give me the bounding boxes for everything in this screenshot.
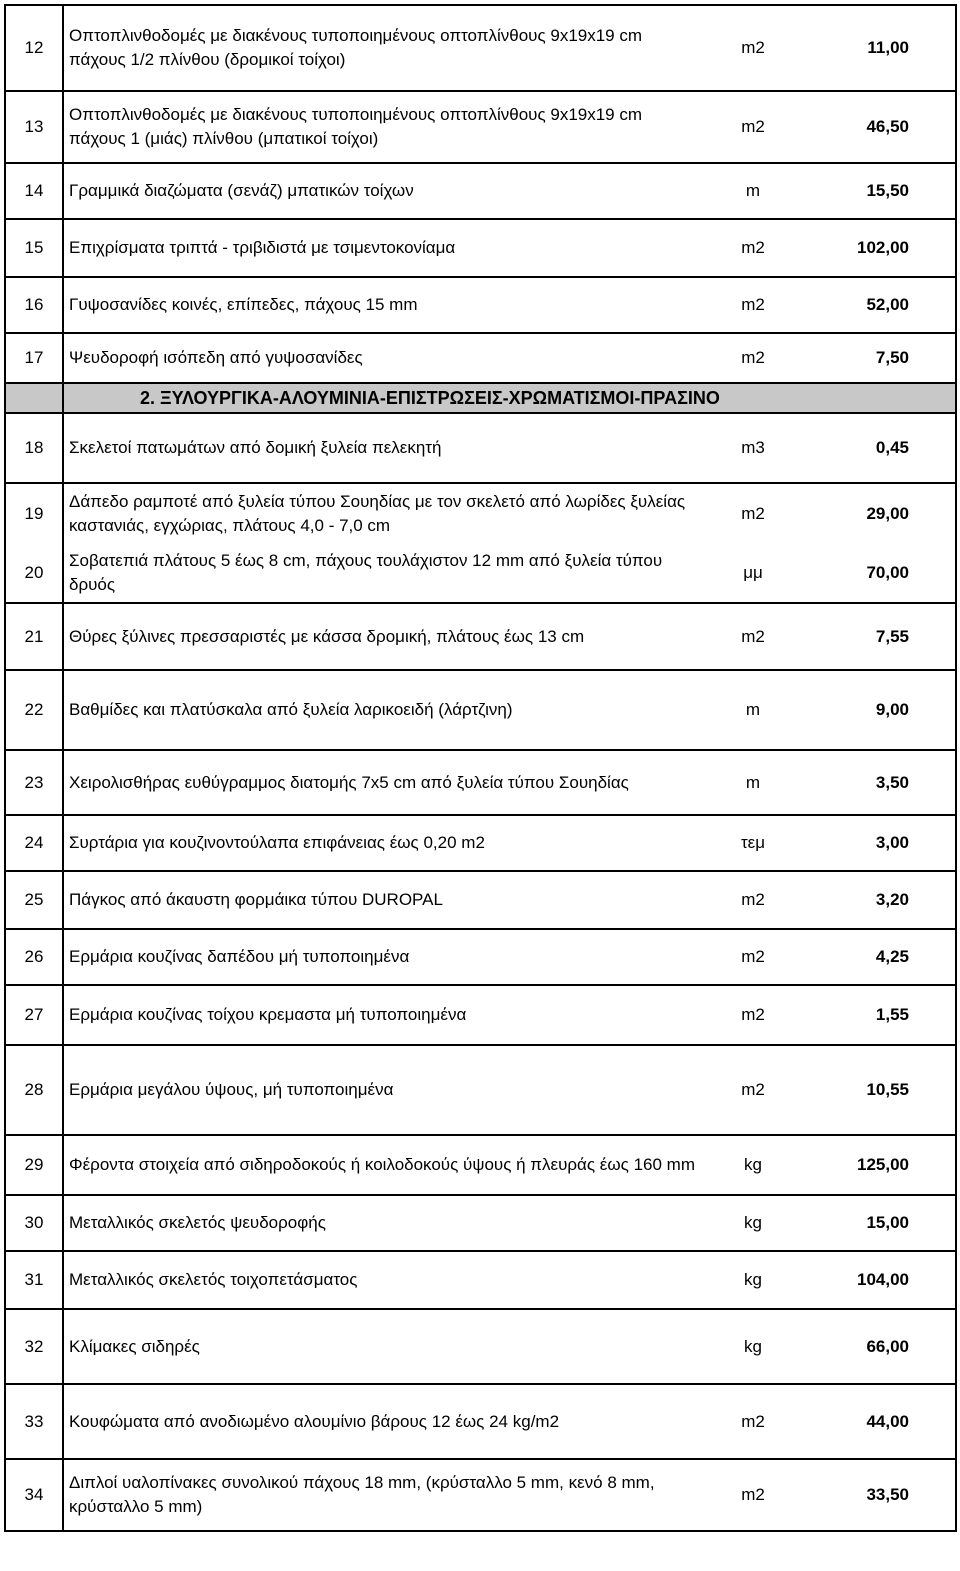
table-row — [5, 1309, 956, 1384]
item-number: 27 — [5, 985, 63, 1045]
item-number: 34 — [5, 1459, 63, 1531]
table-row — [5, 1045, 956, 1135]
item-unit: m2 — [703, 277, 803, 333]
table-row — [5, 750, 956, 815]
section-number-cell — [5, 383, 63, 413]
item-number: 17 — [5, 333, 63, 383]
item-description: Πάγκος από άκαυστη φορμάικα τύπου DUROPAL — [63, 871, 703, 929]
item-description: Οπτοπλινθοδομές με διακένους τυποποιημένους οπτοπλίνθους 9x19x19 cm πάχους 1 (μιάς) πλίνθου (μπατικοί τοίχοι) — [63, 91, 703, 163]
item-quantity: 29,00 — [803, 483, 956, 543]
item-quantity: 4,25 — [803, 929, 956, 985]
item-quantity: 3,50 — [803, 750, 956, 815]
item-unit: m2 — [703, 603, 803, 670]
table-row — [5, 91, 956, 163]
item-quantity: 44,00 — [803, 1384, 956, 1459]
item-number: 26 — [5, 929, 63, 985]
table-row — [5, 333, 956, 383]
item-unit: m — [703, 163, 803, 219]
item-unit: kg — [703, 1309, 803, 1384]
table-row — [5, 277, 956, 333]
item-unit: m2 — [703, 985, 803, 1045]
bill-of-quantities-table — [4, 4, 957, 1532]
item-unit: m2 — [703, 1459, 803, 1531]
item-number: 29 — [5, 1135, 63, 1195]
item-quantity: 3,20 — [803, 871, 956, 929]
table-row — [5, 543, 956, 603]
item-quantity: 66,00 — [803, 1309, 956, 1384]
item-unit: τεμ — [703, 815, 803, 871]
item-number: 31 — [5, 1251, 63, 1309]
item-number: 33 — [5, 1384, 63, 1459]
item-unit: m2 — [703, 333, 803, 383]
table-row — [5, 871, 956, 929]
item-description: Ψευδοροφή ισόπεδη από γυψοσανίδες — [63, 333, 703, 383]
item-quantity: 15,50 — [803, 163, 956, 219]
item-number: 20 — [5, 543, 63, 603]
item-description: Συρτάρια για κουζινοντούλαπα επιφάνειας έως 0,20 m2 — [63, 815, 703, 871]
item-unit: m — [703, 750, 803, 815]
item-unit: kg — [703, 1195, 803, 1251]
table-row — [5, 1459, 956, 1531]
table-row — [5, 929, 956, 985]
item-unit: μμ — [703, 543, 803, 603]
item-description: Οπτοπλινθοδομές με διακένους τυποποιημένους οπτοπλίνθους 9x19x19 cm πάχους 1/2 πλίνθου (δρομικοί τοίχοι) — [63, 5, 703, 91]
table-row — [5, 603, 956, 670]
item-description: Σκελετοί πατωμάτων από δομική ξυλεία πελεκητή — [63, 413, 703, 483]
item-description: Κλίμακες σιδηρές — [63, 1309, 703, 1384]
item-quantity: 46,50 — [803, 91, 956, 163]
item-quantity: 70,00 — [803, 543, 956, 603]
item-description: Φέροντα στοιχεία από σιδηροδοκούς ή κοιλοδοκούς ύψους ή πλευράς έως 160 mm — [63, 1135, 703, 1195]
item-unit: m2 — [703, 871, 803, 929]
item-quantity: 15,00 — [803, 1195, 956, 1251]
table-row — [5, 1384, 956, 1459]
item-description: Διπλοί υαλοπίνακες συνολικού πάχους 18 mm, (κρύσταλλο 5 mm, κενό 8 mm, κρύσταλλο 5 mm) — [63, 1459, 703, 1531]
table-row — [5, 1135, 956, 1195]
item-number: 21 — [5, 603, 63, 670]
table-row — [5, 670, 956, 750]
table-row — [5, 1251, 956, 1309]
item-description: Γραμμικά διαζώματα (σενάζ) μπατικών τοίχων — [63, 163, 703, 219]
item-unit: m — [703, 670, 803, 750]
item-number: 30 — [5, 1195, 63, 1251]
table-row — [5, 985, 956, 1045]
item-description: Κουφώματα από ανοδιωμένο αλουμίνιο βάρους 12 έως 24 kg/m2 — [63, 1384, 703, 1459]
item-number: 23 — [5, 750, 63, 815]
item-unit: kg — [703, 1135, 803, 1195]
item-quantity: 0,45 — [803, 413, 956, 483]
item-description: Γυψοσανίδες κοινές, επίπεδες, πάχους 15 mm — [63, 277, 703, 333]
item-unit: kg — [703, 1251, 803, 1309]
item-unit: m2 — [703, 219, 803, 277]
item-description: Μεταλλικός σκελετός ψευδοροφής — [63, 1195, 703, 1251]
item-number: 13 — [5, 91, 63, 163]
table-row — [5, 483, 956, 543]
section-header-row — [5, 383, 956, 413]
item-description: Ερμάρια κουζίνας τοίχου κρεμαστα μή τυποποιημένα — [63, 985, 703, 1045]
item-quantity: 3,00 — [803, 815, 956, 871]
item-number: 19 — [5, 483, 63, 543]
table-row — [5, 815, 956, 871]
item-unit: m2 — [703, 5, 803, 91]
section-title: 2. ΞΥΛΟΥΡΓΙΚΑ-ΑΛΟΥΜΙΝΙΑ-ΕΠΙΣΤΡΩΣΕΙΣ-ΧΡΩΜΑΤΙΣΜΟΙ-ΠΡΑΣΙΝΟ — [63, 383, 956, 413]
item-quantity: 7,55 — [803, 603, 956, 670]
item-description: Δάπεδο ραμποτέ από ξυλεία τύπου Σουηδίας με τον σκελετό από λωρίδες ξυλείας καστανιάς, εγχώριας, πλάτους 4,0 - 7,0 cm — [63, 483, 703, 543]
table-row — [5, 413, 956, 483]
item-quantity: 11,00 — [803, 5, 956, 91]
item-description: Μεταλλικός σκελετός τοιχοπετάσματος — [63, 1251, 703, 1309]
item-unit: m3 — [703, 413, 803, 483]
item-number: 22 — [5, 670, 63, 750]
item-description: Ερμάρια μεγάλου ύψους, μή τυποποιημένα — [63, 1045, 703, 1135]
item-quantity: 9,00 — [803, 670, 956, 750]
item-number: 18 — [5, 413, 63, 483]
item-description: Θύρες ξύλινες πρεσσαριστές με κάσσα δρομική, πλάτους έως 13 cm — [63, 603, 703, 670]
item-unit: m2 — [703, 483, 803, 543]
table-row — [5, 1195, 956, 1251]
item-description: Βαθμίδες και πλατύσκαλα από ξυλεία λαρικοειδή (λάρτζινη) — [63, 670, 703, 750]
item-number: 24 — [5, 815, 63, 871]
item-quantity: 1,55 — [803, 985, 956, 1045]
item-unit: m2 — [703, 929, 803, 985]
item-quantity: 7,50 — [803, 333, 956, 383]
item-number: 28 — [5, 1045, 63, 1135]
item-quantity: 125,00 — [803, 1135, 956, 1195]
table-row — [5, 219, 956, 277]
item-description: Χειρολισθήρας ευθύγραμμος διατομής 7x5 cm από ξυλεία τύπου Σουηδίας — [63, 750, 703, 815]
item-quantity: 104,00 — [803, 1251, 956, 1309]
item-number: 12 — [5, 5, 63, 91]
item-description: Ερμάρια κουζίνας δαπέδου μή τυποποιημένα — [63, 929, 703, 985]
item-number: 32 — [5, 1309, 63, 1384]
table-row — [5, 163, 956, 219]
item-quantity: 33,50 — [803, 1459, 956, 1531]
item-number: 15 — [5, 219, 63, 277]
item-number: 14 — [5, 163, 63, 219]
item-description: Σοβατεπιά πλάτους 5 έως 8 cm, πάχους τουλάχιστον 12 mm από ξυλεία τύπου δρυός — [63, 543, 703, 603]
item-quantity: 52,00 — [803, 277, 956, 333]
item-quantity: 102,00 — [803, 219, 956, 277]
item-unit: m2 — [703, 1384, 803, 1459]
item-unit: m2 — [703, 91, 803, 163]
item-quantity: 10,55 — [803, 1045, 956, 1135]
table-row — [5, 5, 956, 91]
item-number: 16 — [5, 277, 63, 333]
item-number: 25 — [5, 871, 63, 929]
item-unit: m2 — [703, 1045, 803, 1135]
item-description: Επιχρίσματα τριπτά - τριβιδιστά με τσιμεντοκονίαμα — [63, 219, 703, 277]
